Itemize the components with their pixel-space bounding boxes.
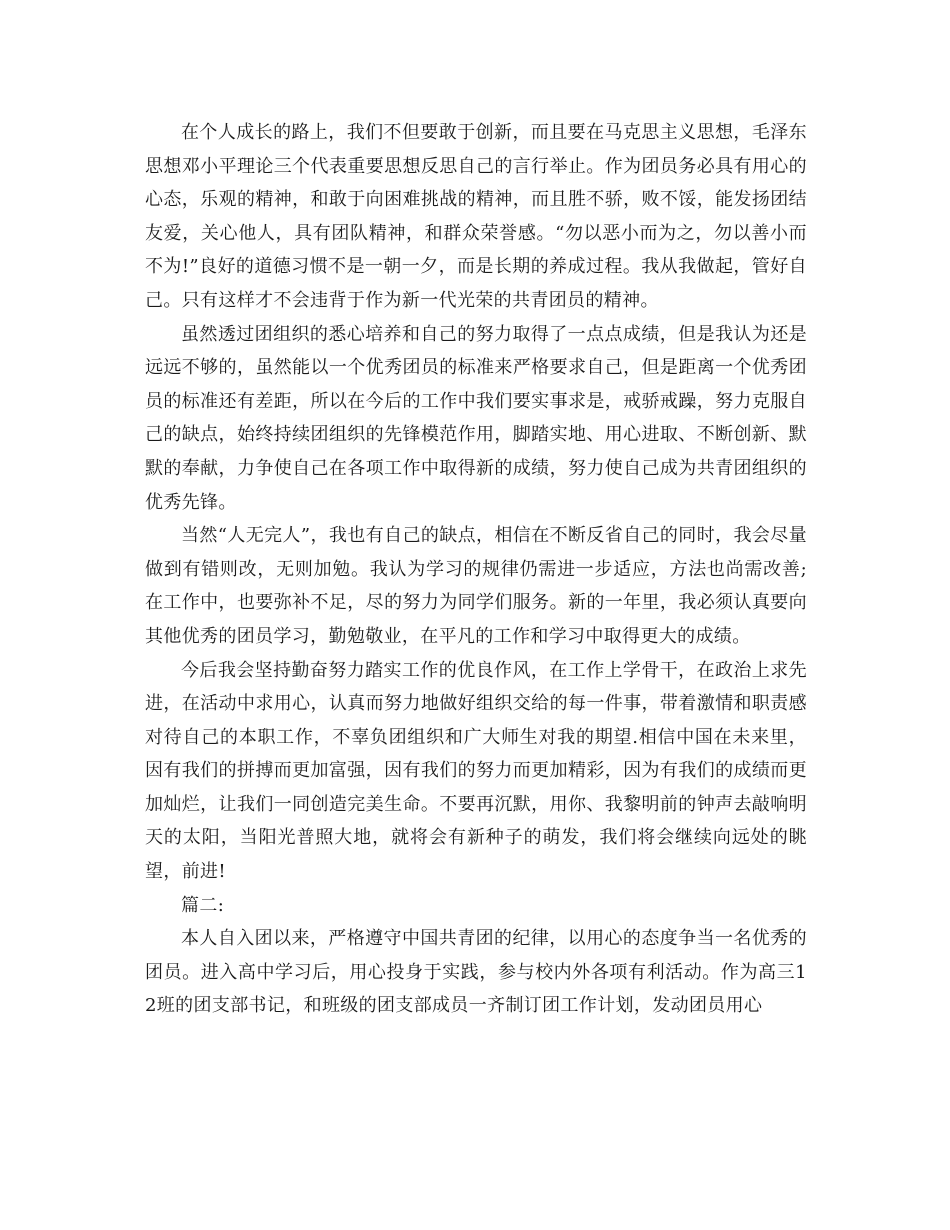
paragraph: 虽然透过团组织的悉心培养和自己的努力取得了一点点成绩，但是我认为还是远远不够的，虽然能以一个优秀团员的标准来严格要求自己，但是距离一个优秀团员的标准还有差距，所以在今后的工作中我们要实事求是，戒骄戒躁，努力克服自己的缺点，始终持续团组织的先锋模范作用，脚踏实地、用心进取、不断创新、默默的奉献，力争使自己在各项工作中取得新的成绩，努力使自己成为共青团组织的优秀先锋。 bbox=[145, 323, 807, 513]
paragraph: 当然“人无完人”，我也有自己的缺点，相信在不断反省自己的同时，我会尽量做到有错则改，无则加勉。我认为学习的规律仍需进一步适应，方法也尚需改善;在工作中，也要弥补不足，尽的努力为同学们服务。新的一年里，我必须认真要向其他优秀的团员学习，勤勉敬业，在平凡的工作和学习中取得更大的成绩。 bbox=[145, 525, 807, 647]
document-body bbox=[145, 116, 807, 1023]
paragraph: 在个人成长的路上，我们不但要敢于创新，而且要在马克思主义思想，毛泽东思想邓小平理论三个代表重要思想反思自己的言行举止。作为团员务必具有用心的心态，乐观的精神，和敢于向困难挑战的精神，而且胜不骄，败不馁，能发扬团结友爱，关心他人，具有团队精神，和群众荣誉感。“勿以恶小而为之，勿以善小而不为!”良好的道德习惯不是一朝一夕，而是长期的养成过程。我从我做起，管好自己。只有这样才不会违背于作为新一代光荣的共青团员的精神。 bbox=[145, 122, 807, 311]
paragraph: 今后我会坚持勤奋努力踏实工作的优良作风，在工作上学骨干，在政治上求先进，在活动中求用心，认真而努力地做好组织交给的每一件事，带着激情和职责感对待自己的本职工作，不辜负团组织和广大师生对我的期望.相信中国在未来里，因有我们的拼搏而更加富强，因有我们的努力而更加精彩，因为有我们的成绩而更加灿烂，让我们一同创造完美生命。不要再沉默，用你、我黎明前的钟声去敲响明天的太阳，当阳光普照大地，就将会有新种子的萌发，我们将会继续向远处的眺望，前进! bbox=[145, 659, 807, 883]
paragraph: 本人自入团以来，严格遵守中国共青团的纪律，以用心的态度争当一名优秀的团员。进入高中学习后，用心投身于实践，参与校内外各项有利活动。作为高三12班的团支部书记，和班级的团支部成员一齐制订团工作计划，发动团员用心 bbox=[145, 928, 807, 1017]
section-heading: 篇二: bbox=[181, 894, 225, 916]
